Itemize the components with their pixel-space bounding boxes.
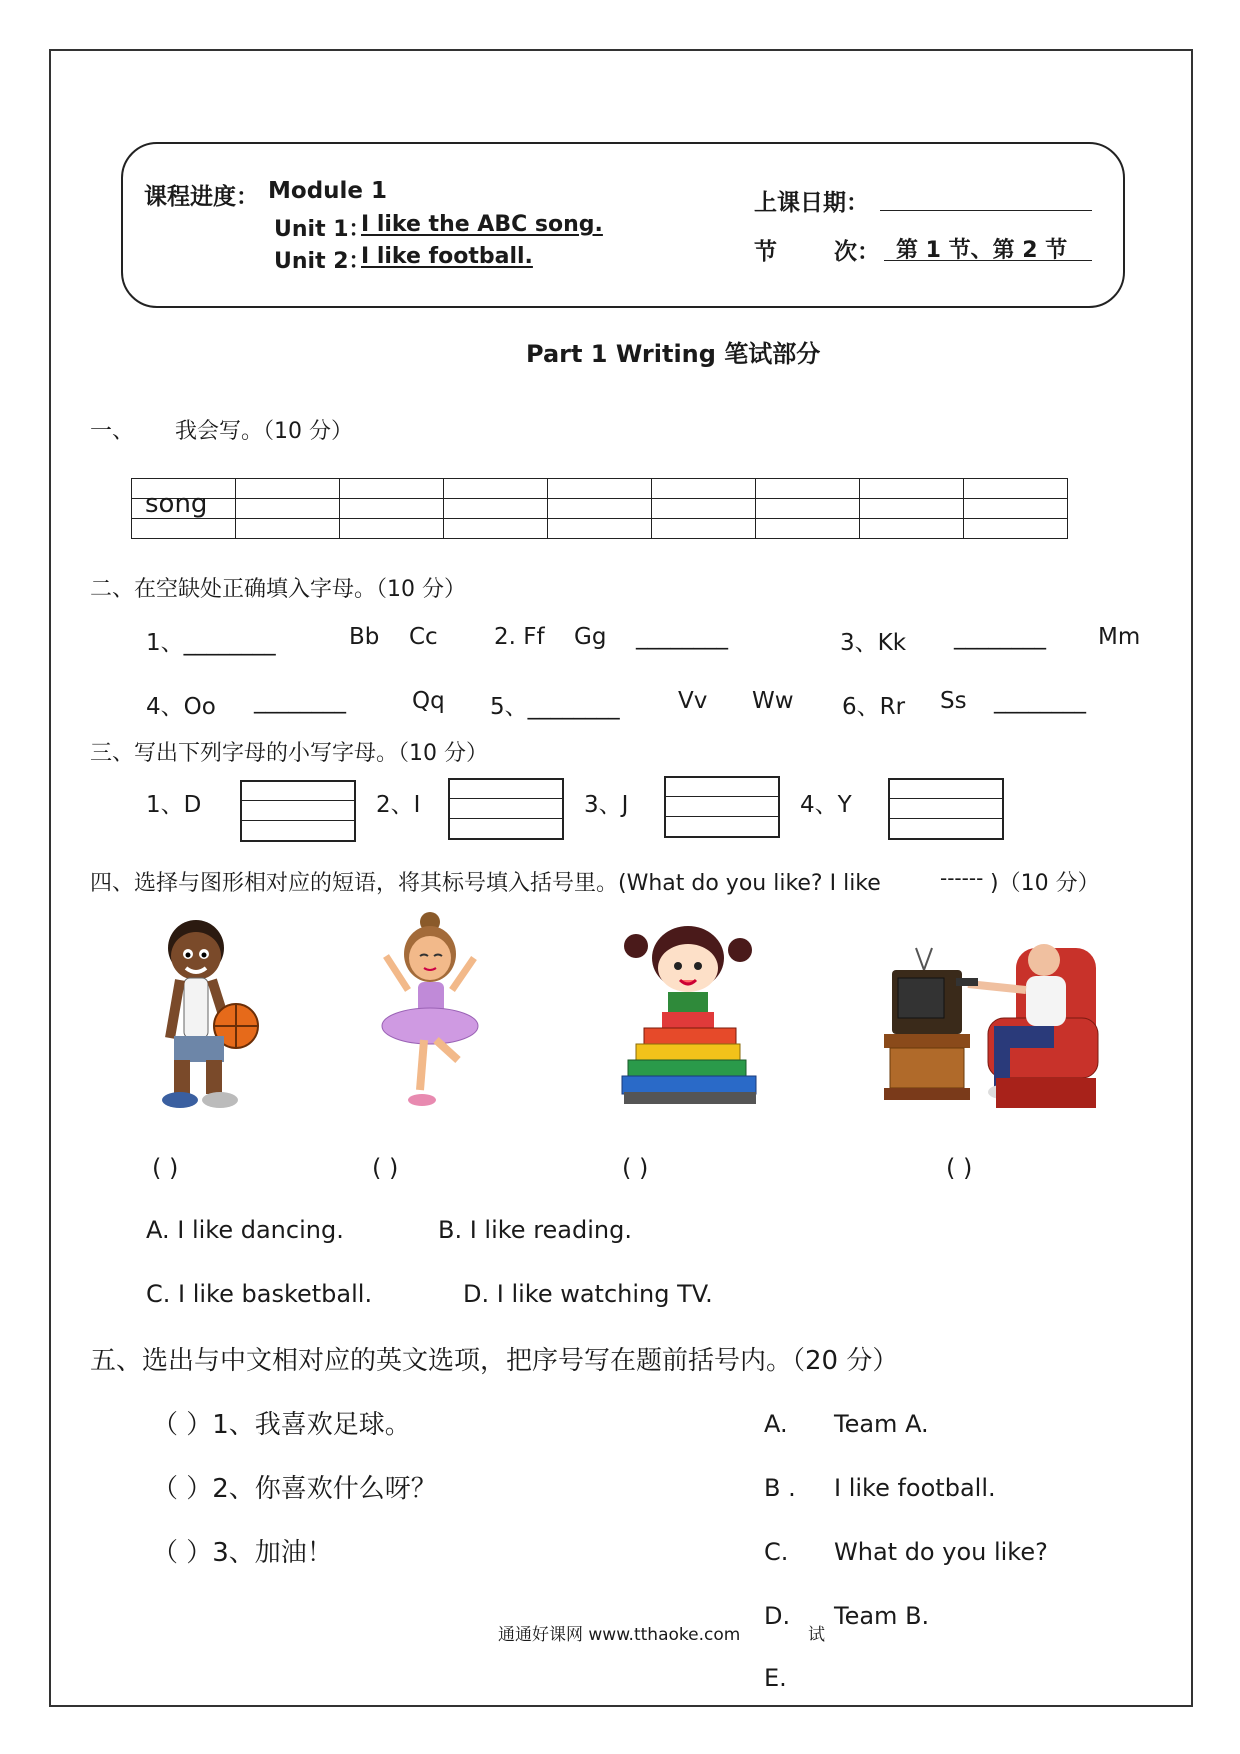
section4-title-end: )（10 分） [990,871,1100,896]
s5-question-3: （ ）3、加油！ [152,1538,333,1568]
course-header-box [121,142,1125,308]
s5-letter-c: C. [764,1538,789,1566]
s3-item2-label: 2、I [376,792,421,818]
s2-row1-item8: ________ [954,624,1046,650]
s2-row1-item9: Mm [1098,624,1141,650]
s2-row1-item1: 1、________ [146,630,276,656]
module-name: Module 1 [268,178,388,204]
s2-row1-item7: 3、Kk [840,630,907,656]
sample-word: song [145,489,208,519]
s3-item1-label: 1、D [146,792,202,818]
s5-letter-b: B . [764,1474,796,1502]
s2-row2-item8: Ss [940,688,967,714]
basketball-boy-picture [150,918,270,1114]
s3-item4-label: 4、Y [800,792,852,818]
section5-title: 五、选出与中文相对应的英文选项，把序号写在题前括号内。（20 分） [90,1346,899,1376]
section1-number: 一、 [90,419,135,444]
section1-title: 我会写。（10 分） [175,419,353,444]
s2-row1-item4: 2. Ff [494,624,545,650]
session-label-a: 节 [754,239,777,265]
unit2-title: I like football. [361,244,533,269]
answer-bracket-4: ( ) [946,1154,973,1182]
unit1-title: I like the ABC song. [361,212,603,237]
s2-row2-item6: Ww [752,688,794,714]
s5-letter-e: E. [764,1664,787,1692]
s2-row1-item2: Bb [349,624,380,650]
option-b: B. I like reading. [438,1216,632,1244]
s3-item3-box [664,776,780,838]
s5-question-1: （ ）1、我喜欢足球。 [152,1410,411,1440]
unit2-label: Unit 2： [274,249,371,274]
s2-row2-item9: ________ [994,688,1086,714]
s2-row2-item4: 5、________ [490,694,620,720]
s2-row1-item5: Gg [574,624,607,650]
section3-title: 三、写出下列字母的小写字母。（10 分） [90,741,488,766]
date-label: 上课日期： [754,190,869,216]
date-blank-line [880,210,1092,211]
s2-row2-item1: 4、Oo [146,694,216,720]
writing-grid [131,478,1068,539]
option-a: A. I like dancing. [146,1216,344,1244]
footer-watermark: 通通好课网 www.tthaoke.com [498,1625,741,1645]
s2-row2-item5: Vv [678,688,708,714]
unit1-label: Unit 1： [274,217,371,242]
s5-answer-a: Team A. [834,1410,929,1438]
section2-title: 二、在空缺处正确填入字母。（10 分） [90,577,466,602]
watching-tv-picture [876,928,1102,1110]
ballerina-picture [372,910,490,1116]
s3-item1-box [240,780,356,842]
s3-item4-box [888,778,1004,840]
session-value: 第 1 节、第 2 节 [896,238,1068,263]
s5-answer-d: Team B. [834,1602,930,1630]
option-c: C. I like basketball. [146,1280,373,1308]
s5-answer-c: What do you like? [834,1538,1048,1566]
s2-row1-item6: ________ [636,624,728,650]
section4-title-blank: ------ [940,866,984,890]
s5-letter-a: A. [764,1410,788,1438]
footer-stray-char: 试 [808,1625,825,1645]
s5-question-2: （ ）2、你喜欢什么呀？ [152,1474,437,1504]
s5-answer-b: I like football. [834,1474,996,1502]
answer-bracket-2: ( ) [372,1154,399,1182]
answer-bracket-3: ( ) [622,1154,649,1182]
session-label-b: 次： [834,239,880,265]
s5-letter-d: D. [764,1602,791,1630]
s2-row2-item7: 6、Rr [842,694,906,720]
progress-label: 课程进度： [144,184,259,210]
s2-row2-item3: Qq [412,688,445,714]
part-title: Part 1 Writing 笔试部分 [526,340,821,368]
s2-row1-item3: Cc [409,624,438,650]
answer-bracket-1: ( ) [152,1154,179,1182]
reading-girl-picture [618,922,760,1110]
s2-row2-item2: ________ [254,688,346,714]
section4-title: 四、选择与图形相对应的短语，将其标号填入括号里。(What do you like? I like [90,871,881,896]
option-d: D. I like watching TV. [463,1280,713,1308]
session-underline [884,260,1092,261]
s3-item2-box [448,778,564,840]
s3-item3-label: 3、J [584,792,629,818]
